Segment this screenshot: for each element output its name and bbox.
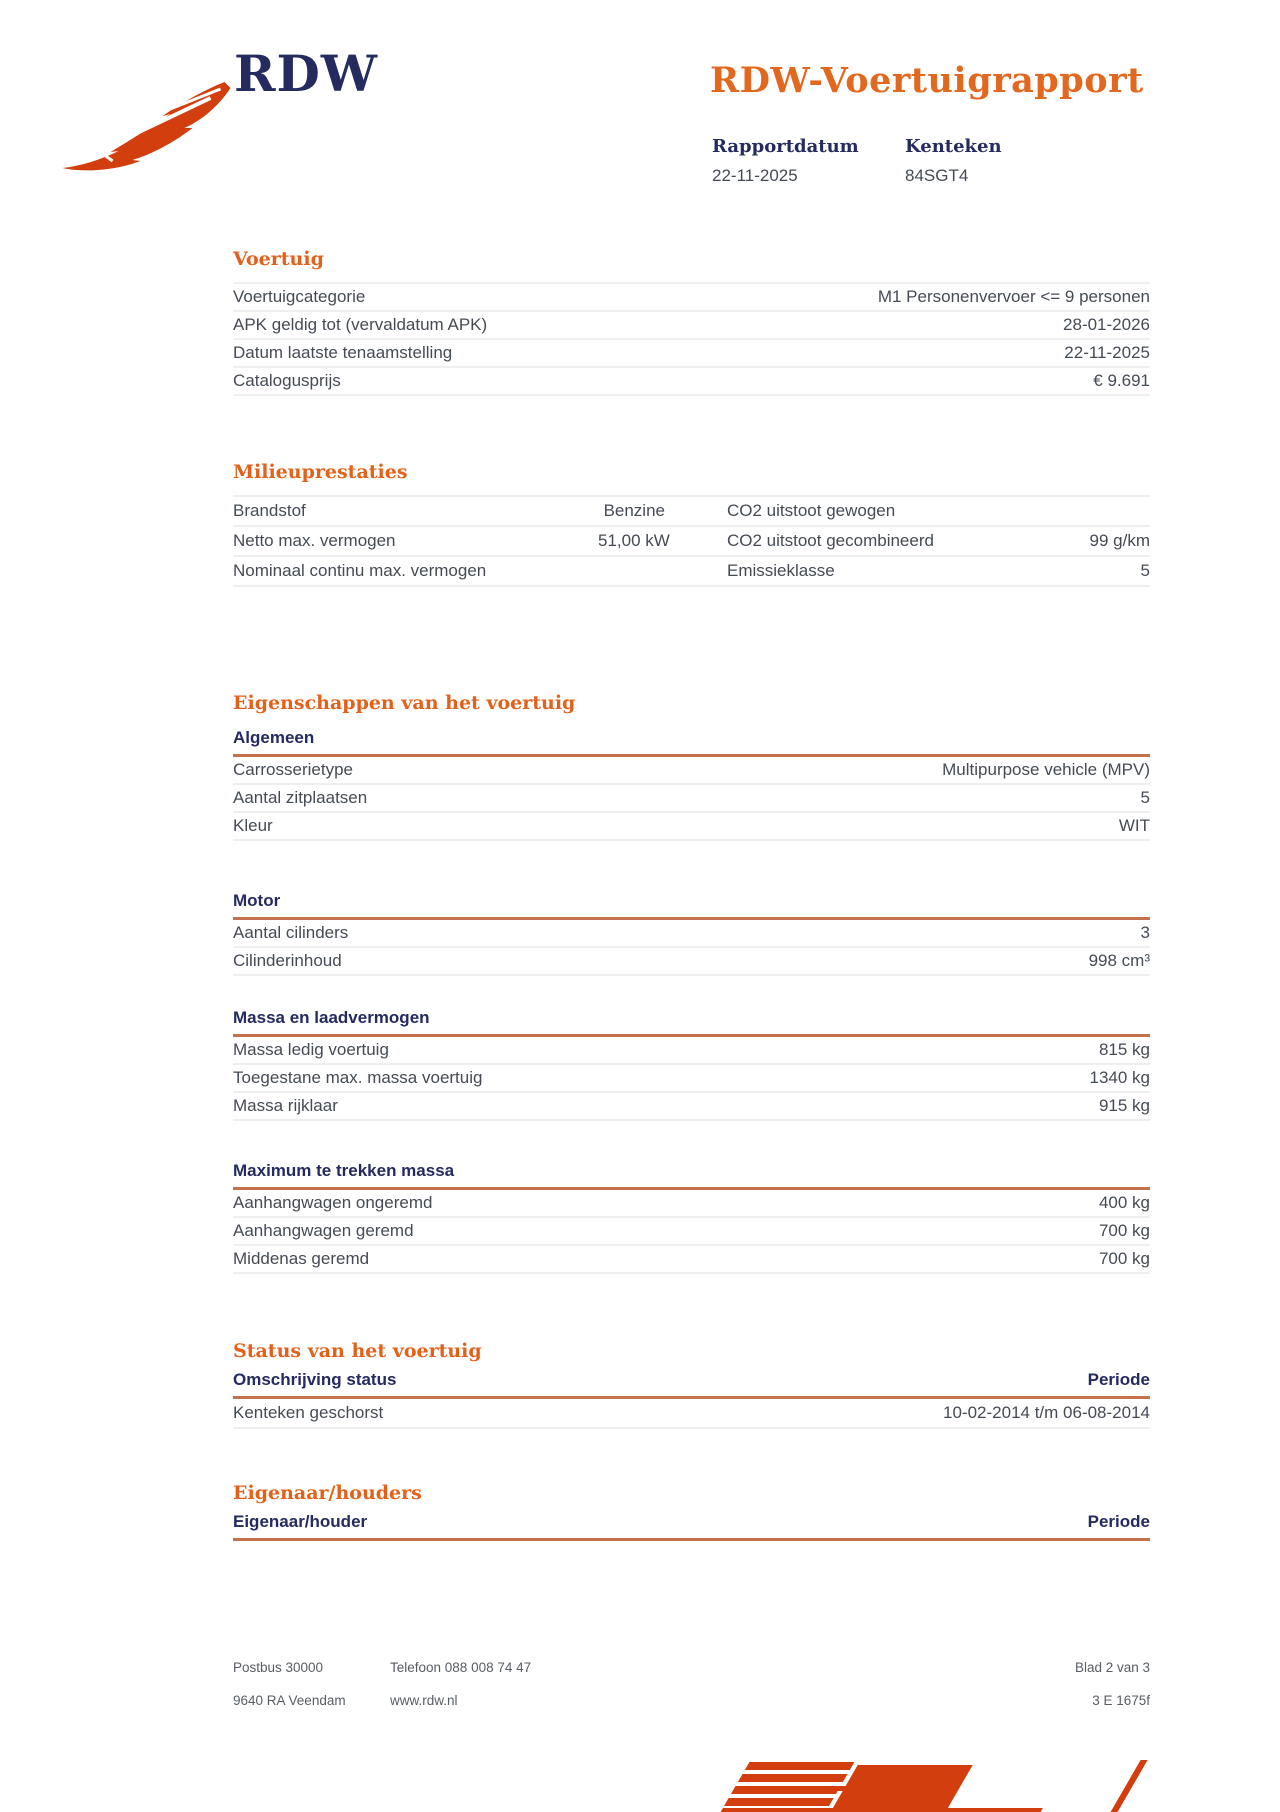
row-value: 700 kg xyxy=(1098,1221,1150,1240)
footer-postbus: Postbus 30000 xyxy=(233,1660,324,1675)
section-status xyxy=(233,1340,1150,1429)
footer-page-info xyxy=(950,1660,1150,1726)
eigenaar-col2-header: Periode xyxy=(1087,1512,1150,1531)
row-value: 51,00 kW xyxy=(598,531,670,550)
milieu-table xyxy=(233,495,1150,587)
row-label: Catalogusprijs xyxy=(233,371,341,390)
row-value: Multipurpose vehicle (MPV) xyxy=(942,760,1150,779)
table-row xyxy=(233,813,1150,841)
subsection-massa-header xyxy=(233,1008,1150,1037)
table-row xyxy=(233,312,1150,340)
section-heading-eigenaar: Eigenaar/houders xyxy=(233,1482,422,1504)
row-label: Toegestane max. massa voertuig xyxy=(233,1068,483,1087)
row-value: € 9.691 xyxy=(1093,371,1150,390)
subheading-motor: Motor xyxy=(233,891,281,910)
status-col2-header: Periode xyxy=(1087,1370,1150,1389)
table-row xyxy=(233,1218,1150,1246)
report-date-block xyxy=(712,136,859,186)
row-label: Kenteken geschorst xyxy=(233,1403,384,1422)
row-label: Datum laatste tenaamstelling xyxy=(233,343,453,362)
table-row xyxy=(233,1246,1150,1274)
status-table-header xyxy=(233,1370,1150,1399)
footer-page-indicator: Blad 2 van 3 xyxy=(1074,1660,1150,1675)
page-title: RDW-Voertuigrapport xyxy=(710,60,1144,101)
section-milieuprestaties xyxy=(233,461,1150,587)
license-plate-value: 84SGT4 xyxy=(905,166,969,185)
row-value: WIT xyxy=(1118,816,1150,835)
section-heading-voertuig: Voertuig xyxy=(233,248,324,270)
eigenaar-col1-header: Eigenaar/houder xyxy=(233,1512,368,1531)
row-label: Aanhangwagen ongeremd xyxy=(233,1193,433,1212)
footer-form-code: 3 E 1675f xyxy=(1092,1693,1150,1708)
rdw-logo-text: RDW xyxy=(234,44,379,103)
row-label: Middenas geremd xyxy=(233,1249,370,1268)
subheading-algemeen: Algemeen xyxy=(233,728,315,747)
row-label: Aanhangwagen geremd xyxy=(233,1221,414,1240)
row-value: 10-02-2014 t/m 06-08-2014 xyxy=(943,1403,1150,1422)
subsection-algemeen-header xyxy=(233,728,1150,757)
row-value: Benzine xyxy=(603,501,665,520)
row-label: Massa rijklaar xyxy=(233,1096,338,1115)
row-label: CO2 uitstoot gecombineerd xyxy=(727,531,934,550)
section-eigenschappen xyxy=(233,692,1150,1274)
section-eigenaar xyxy=(233,1482,1150,1541)
row-value: 400 kg xyxy=(1098,1193,1150,1212)
subheading-massa: Massa en laadvermogen xyxy=(233,1008,430,1027)
section-heading-eigenschappen: Eigenschappen van het voertuig xyxy=(233,692,576,714)
row-label: Cilinderinhoud xyxy=(233,951,342,970)
row-value: M1 Personenvervoer <= 9 personen xyxy=(877,287,1150,306)
massa-table xyxy=(233,1037,1150,1121)
table-row xyxy=(233,340,1150,368)
table-row xyxy=(233,757,1150,785)
status-col1-header: Omschrijving status xyxy=(233,1370,397,1389)
row-label: Nominaal continu max. vermogen xyxy=(233,561,487,580)
row-value: 998 cm³ xyxy=(1088,951,1150,970)
row-value: 1340 kg xyxy=(1089,1068,1150,1087)
footer-phone: Telefoon 088 008 74 47 xyxy=(390,1660,532,1675)
table-row xyxy=(233,497,1150,527)
voertuig-table xyxy=(233,282,1150,396)
rdw-feather-logo-icon xyxy=(58,62,234,179)
row-label: Carrosserietype xyxy=(233,760,353,779)
row-value: 915 kg xyxy=(1098,1096,1150,1115)
row-label: APK geldig tot (vervaldatum APK) xyxy=(233,315,488,334)
row-value: 99 g/km xyxy=(1089,531,1150,550)
table-row xyxy=(233,527,1150,557)
table-row xyxy=(233,1065,1150,1093)
trekken-table xyxy=(233,1190,1150,1274)
report-date-value: 22-11-2025 xyxy=(712,166,798,185)
subheading-trekken: Maximum te trekken massa xyxy=(233,1161,455,1180)
section-heading-milieuprestaties: Milieuprestaties xyxy=(233,461,408,483)
subsection-motor-header xyxy=(233,891,1150,920)
table-row xyxy=(233,1190,1150,1218)
row-label: Emissieklasse xyxy=(727,561,835,580)
table-row xyxy=(233,948,1150,976)
row-value: 815 kg xyxy=(1098,1040,1150,1059)
footer-address xyxy=(233,1660,346,1726)
motor-table xyxy=(233,920,1150,976)
table-row xyxy=(233,1037,1150,1065)
row-value: 3 xyxy=(1140,923,1150,942)
row-value: 5 xyxy=(1140,788,1150,807)
row-label: Massa ledig voertuig xyxy=(233,1040,389,1059)
table-row xyxy=(233,557,1150,587)
table-row xyxy=(233,785,1150,813)
row-label: Netto max. vermogen xyxy=(233,531,396,550)
license-plate-label: Kenteken xyxy=(905,136,1002,157)
algemeen-table xyxy=(233,757,1150,841)
footer-contact xyxy=(390,1660,531,1726)
row-value: 28-01-2026 xyxy=(1063,315,1150,334)
table-row xyxy=(233,368,1150,396)
rdw-speedlines-graphic-icon xyxy=(721,1762,1280,1812)
table-row xyxy=(233,284,1150,312)
row-label: Aantal cilinders xyxy=(233,923,349,942)
table-row xyxy=(233,1093,1150,1121)
row-label: Kleur xyxy=(233,816,273,835)
license-plate-block xyxy=(905,136,1002,186)
section-voertuig xyxy=(233,248,1150,396)
row-label: CO2 uitstoot gewogen xyxy=(727,501,896,520)
footer-city: 9640 RA Veendam xyxy=(233,1693,346,1708)
footer-website: www.rdw.nl xyxy=(390,1693,458,1708)
row-value: 5 xyxy=(1140,561,1150,580)
subsection-trekken-header xyxy=(233,1161,1150,1190)
section-heading-status: Status van het voertuig xyxy=(233,1340,482,1362)
row-label: Aantal zitplaatsen xyxy=(233,788,368,807)
report-date-label: Rapportdatum xyxy=(712,136,859,157)
table-row xyxy=(233,1399,1150,1429)
status-table xyxy=(233,1399,1150,1429)
eigenaar-table-header xyxy=(233,1512,1150,1541)
row-label: Voertuigcategorie xyxy=(233,287,366,306)
table-row xyxy=(233,920,1150,948)
row-label: Brandstof xyxy=(233,501,306,520)
row-value: 700 kg xyxy=(1098,1249,1150,1268)
row-value: 22-11-2025 xyxy=(1064,343,1150,362)
